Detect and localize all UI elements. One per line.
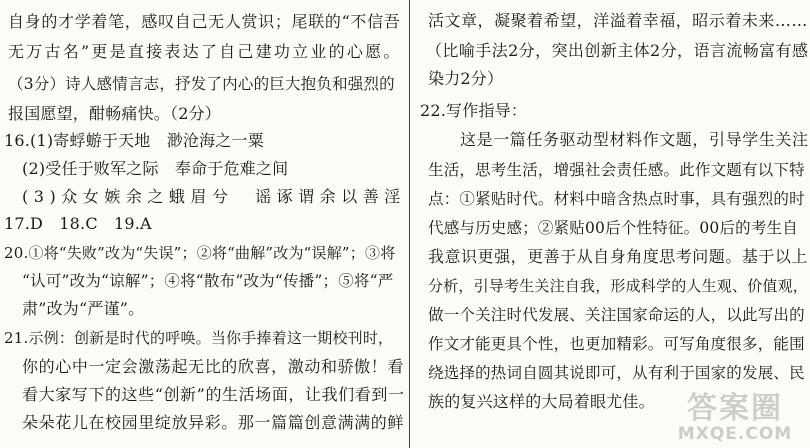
- question-16-item-3: (3)众女嫉余之蛾眉兮 谣诼谓余以善淫: [22, 187, 406, 206]
- question-22-line-2: 生活，思考生活，增强社会责任感。此作文题有以下特: [428, 161, 805, 179]
- question-22-line-5: 我意识更强，更善于从自身角度思考问题。基于以上: [428, 247, 808, 266]
- question-20-line-3: 肃”改为“严谨”。: [22, 299, 145, 318]
- question-22-line-4: 代感与历史感；②紧贴00后个性特征。00后的考生自: [428, 219, 798, 237]
- question-22-line-3: 点：①紧贴时代。材料中暗含热点时事，具有强烈的时: [428, 190, 805, 208]
- question-21-line-1: 21.示例：创新是时代的呼唤。当你手捧着这一期校刊时，: [4, 329, 394, 347]
- question-21-scoring-2: 染力2分）: [428, 69, 504, 88]
- question-21-line-2: 你的心中一定会激荡起无比的欣喜，激动和骄傲！看: [22, 357, 405, 376]
- question-20-line-2: “认可”改为“谅解”；④将“散布”改为“传播”；⑤将“严: [22, 272, 394, 290]
- question-16-item-2: (2)受任于败军之际 奉命于危难之间: [22, 159, 289, 178]
- question-22-heading: 22.写作指导：: [420, 101, 528, 120]
- left-line-1: 自身的才学着笔，感叹自己无人赏识；尾联的“不信吾: [8, 12, 401, 31]
- question-22-line-7: 做一个关注时代发展、关注国家命运的人，以此写出的: [428, 306, 805, 324]
- question-20-line-1: 20.①将“失败”改为“失误”；②将“曲解”改为“误解”；③将: [4, 244, 396, 262]
- left-line-3: （3分）诗人感情言志，抒发了内心的巨大抱负和强烈的: [8, 75, 395, 93]
- question-22-line-1: 这是一篇任务驱动型材料作文题，引导学生关注: [460, 130, 809, 149]
- watermark-logo-text: 答案圈: [687, 390, 783, 426]
- question-22-line-6: 分析，引导考生关注自我，形成科学的人生观、价值观，: [428, 277, 809, 295]
- question-21-scoring-1: （比喻手法2分，突出创新主体2分，语言流畅富有感: [426, 41, 809, 60]
- left-line-2: 无万古名”更是直接表达了自己建功立业的心愿。: [8, 42, 402, 61]
- question-16-item-1: 16.(1)寄蜉蝣于天地 渺沧海之一粟: [4, 131, 264, 150]
- questions-17-19-answers: 17.D 18.C 19.A: [4, 214, 152, 233]
- question-21-line-3: 看大家写下的这些“创新”的生活场面，让我们看到一: [22, 385, 405, 404]
- question-21-line-4: 朵朵花儿在校园里绽放异彩。那一篇篇创意满满的鲜: [22, 413, 405, 432]
- question-22-line-8: 作文才能更具个性，也更加精彩。可写角度很多，能围: [428, 335, 805, 353]
- left-line-4: 报国愿望，酣畅痛快。（2分）: [8, 104, 221, 123]
- question-22-line-9: 绕选择的热词自圆其说即可，从有利于国家的发展、民: [428, 364, 805, 382]
- question-22-line-10: 族的复兴这样的大局着眼尤佳。: [428, 392, 655, 411]
- site-watermark: [666, 388, 804, 448]
- watermark-domain: MXQE.COM: [677, 423, 793, 444]
- column-divider: [409, 0, 410, 448]
- question-21-line-5: 活文章，凝聚着希望，洋溢着幸福，昭示着未来……: [428, 11, 808, 30]
